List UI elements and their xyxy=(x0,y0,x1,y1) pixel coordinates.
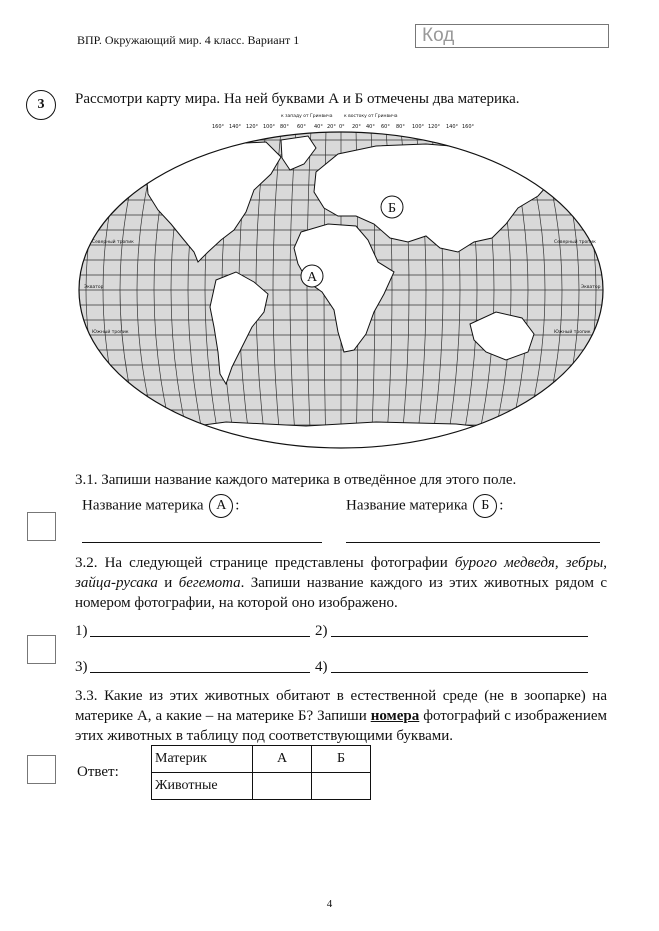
lon-label: 40° xyxy=(314,124,323,130)
lon-label: 60° xyxy=(297,124,306,130)
tropic-north-label-right: Северный тропик xyxy=(554,240,596,245)
page-number: 4 xyxy=(326,898,333,910)
label-prefix: Название материка xyxy=(82,497,204,514)
answer-cell-a[interactable] xyxy=(253,773,312,800)
item-2-number: 2) xyxy=(315,623,328,639)
emphasis-numbers: номера xyxy=(370,708,420,724)
marker-a xyxy=(301,265,323,287)
question-3-1-text: 3.1. Запиши название каждого материка в отведённое для этого поле. xyxy=(75,472,517,488)
colon: : xyxy=(499,497,504,514)
tropic-south-label-right: Южный тропик xyxy=(554,330,591,335)
colon: : xyxy=(235,497,240,514)
q2-sep: , xyxy=(554,555,566,571)
lon-label: 80° xyxy=(396,124,405,130)
animal-hare: зайца-русака xyxy=(75,575,158,591)
continent-b-label xyxy=(346,494,503,518)
letter-b-circle: Б xyxy=(473,494,497,518)
equator-label-right: Экватор xyxy=(581,285,601,290)
answer-table xyxy=(151,745,371,800)
letter-a-circle: А xyxy=(209,494,233,518)
lon-label: 20° xyxy=(327,124,336,130)
q2-sep: и xyxy=(157,575,179,591)
tropic-south-label-left: Южный тропик xyxy=(92,330,129,335)
q2-sep: , xyxy=(603,555,608,571)
q3-post: фотографий с изображением этих животных в таблицу под соответствующими буквами. xyxy=(75,708,608,744)
equator-label-left: Экватор xyxy=(84,285,104,290)
answer-line-2[interactable] xyxy=(331,636,588,637)
lon-label: 160° xyxy=(462,124,475,130)
animal-zebra: зебры xyxy=(565,555,604,571)
table-row xyxy=(152,746,371,773)
longitude-labels xyxy=(212,124,475,130)
lon-label: 160° xyxy=(212,124,225,130)
question-3-2-text xyxy=(75,553,607,613)
lon-label: 140° xyxy=(446,124,459,130)
marker-b xyxy=(381,196,403,218)
q2-post: . Запиши название каждого из этих животных рядом с номером фотографии, на которой оно изображено. xyxy=(75,575,608,611)
lon-label: 80° xyxy=(280,124,289,130)
item-1-number: 1) xyxy=(75,623,88,639)
answer-label: Ответ: xyxy=(77,764,119,780)
header-title: ВПР. Окружающий мир. 4 класс. Вариант 1 xyxy=(77,33,300,47)
west-caption: к западу от Гринвича xyxy=(281,114,333,119)
marker-b-label: Б xyxy=(387,201,397,216)
table-row xyxy=(152,773,371,800)
score-box-3-2[interactable] xyxy=(27,635,56,664)
animal-hippo: бегемота xyxy=(178,575,241,591)
lon-label: 120° xyxy=(246,124,259,130)
table-header-cell: Материк xyxy=(152,746,253,773)
answer-cell-b[interactable] xyxy=(312,773,371,800)
task-number: 3 xyxy=(26,90,56,120)
lon-label: 20° xyxy=(352,124,361,130)
lon-label: 40° xyxy=(366,124,375,130)
answer-line-1[interactable] xyxy=(90,636,310,637)
score-box-3-1[interactable] xyxy=(27,512,56,541)
question-3-3-text xyxy=(75,686,607,746)
tropic-north-label-left: Северный тропик xyxy=(92,240,134,245)
answer-line-3[interactable] xyxy=(90,672,310,673)
label-prefix: Название материка xyxy=(346,497,468,514)
east-caption: к востоку от Гринвича xyxy=(344,114,398,119)
continent-a-label xyxy=(82,494,239,518)
answer-line-a[interactable] xyxy=(82,542,322,543)
lon-label: 120° xyxy=(428,124,441,130)
lon-label: 140° xyxy=(229,124,242,130)
code-field[interactable]: Код xyxy=(415,24,609,48)
table-header-cell: Б xyxy=(312,746,371,773)
answer-line-4[interactable] xyxy=(331,672,588,673)
lon-label: 60° xyxy=(381,124,390,130)
answer-line-b[interactable] xyxy=(346,542,600,543)
item-4-number: 4) xyxy=(315,659,328,675)
lon-label: 100° xyxy=(263,124,276,130)
table-header-cell: А xyxy=(253,746,312,773)
score-box-3-3[interactable] xyxy=(27,755,56,784)
world-map xyxy=(76,112,606,452)
animal-brown-bear: бурого медведя xyxy=(454,555,555,571)
lon-label: 100° xyxy=(412,124,425,130)
q2-pre: 3.2. На следующей странице представлены фотографии xyxy=(75,555,455,571)
item-3-number: 3) xyxy=(75,659,88,675)
task-intro: Рассмотри карту мира. На ней буквами А и Б отмечены два материка. xyxy=(75,91,520,107)
q3-pre: 3.3. Какие из этих животных обитают в естественной среде (не в зоопарке) на материке А, а какие – на материке Б? Запиши xyxy=(75,688,607,724)
marker-a-label: А xyxy=(306,270,318,285)
table-row-label: Животные xyxy=(152,773,253,800)
lon-label: 0° xyxy=(339,124,345,130)
